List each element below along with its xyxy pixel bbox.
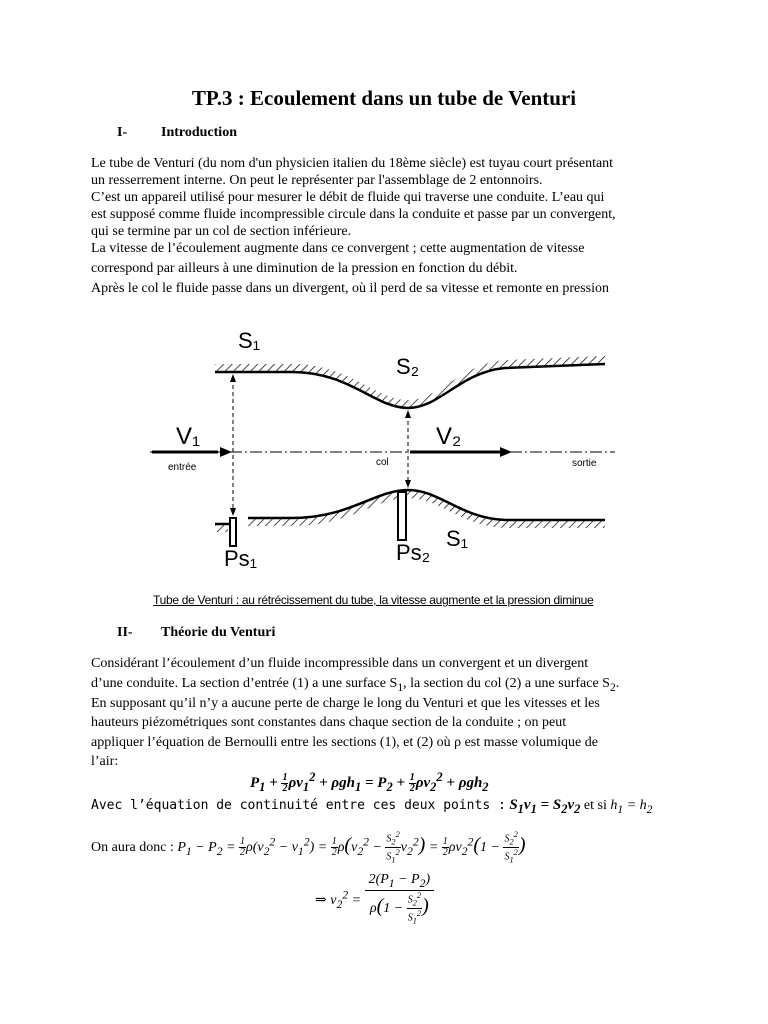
result-equation: $P_1 - P_2$ = $\frac{1}{2}$ $\rho(v_2^2 - v_1^2)$ = $\frac{1}{2}$ $\rho(v_2^2$ − $\frac{S_2^2}{S_1^2}$ $v_2^2$) = $\frac{1}{2}$ $\rho v_2^2(1$ − $\frac{S_2^2}{S_1^2}$ ) <box>177 830 526 865</box>
sortie-label: sortie <box>572 458 597 469</box>
s2-label: S₂ <box>396 354 420 379</box>
intro-line5: qui se termine par un col de section inférieure. <box>91 224 352 239</box>
page-title: TP.3 : Ecoulement dans un tube de Venturi <box>191 86 577 110</box>
section1-number: I- <box>117 125 128 140</box>
intro-line7: correspond par ailleurs à une diminution de la pression en fonction du débit. <box>91 261 518 276</box>
ps2-label: Ps₂ <box>396 540 431 565</box>
velocity-formula: ⇒ $v_2^2$ = $2(P_1 - P_2)$ ρ(1 − $\frac{S_2^2}{S_1^2}$ ) <box>315 872 434 926</box>
continuity-mid: et si <box>583 798 607 813</box>
bernoulli-equation: $P_1$ + $\frac{1}{2}$ $\rho v_1^2 + \rho gh_1 = P_2$ + $\frac{1}{2}$ $\rho v_2^2 + \rho gh_2$ <box>250 770 489 795</box>
result-prefix: On aura donc : <box>91 840 174 856</box>
intro-line2: un resserrement interne. On peut le représenter par l'assemblage de 2 entonnoirs. <box>91 173 543 188</box>
intro-line8: Après le col le fluide passe dans un divergent, où il perd de sa vitesse et remonte en pression <box>91 281 609 296</box>
venturi-diagram <box>140 320 620 580</box>
section2-number: II- <box>117 625 133 640</box>
section2-heading: Théorie du Venturi <box>161 625 276 640</box>
s1-bottom-label: S₁ <box>446 526 469 551</box>
ps1-label: Ps₁ <box>224 546 258 571</box>
intro-line3: C’est un appareil utilisé pour mesurer le débit de fluide qui traverse une conduite. L’eau qui <box>91 190 605 205</box>
caption-text: : au rétrécissement du tube, la vitesse augmente et la pression diminue <box>232 593 594 607</box>
theory-line1: Considérant l’écoulement d’un fluide incompressible dans un convergent et un divergent <box>91 656 589 671</box>
continuity-prefix: Avec l’équation de continuité entre ces deux points : <box>91 798 506 813</box>
continuity-line <box>91 797 652 818</box>
theory-line3: En supposant qu’il n’y a aucune perte de charge le long du Venturi et que les vitesses et les <box>91 696 600 711</box>
continuity-equation: $S_1v_1 = S_2v_2$ <box>509 797 581 816</box>
ps2-tap <box>398 492 406 540</box>
ps1-tap <box>230 518 236 546</box>
v2-arrowhead <box>500 447 512 457</box>
s1-top-label: S₁ <box>238 328 261 353</box>
height-equality: $h_1 = h_2$ <box>610 798 653 816</box>
theory-line2-b: , la section du col (2) a une surface S <box>403 676 610 691</box>
theory-line2: d’une conduite. La section d’entrée (1) a une surface $S_1$, la section du col (2) a une surface $S_2$. <box>91 676 620 694</box>
intro-line6: La vitesse de l’écoulement augmente dans ce convergent ; cette augmentation de vitesse <box>91 241 585 256</box>
theory-line6: l’air: <box>91 754 119 769</box>
entree-label: entrée <box>168 462 197 473</box>
result-line <box>91 830 526 866</box>
theory-line2-a: d’une conduite. La section d’entrée (1) a une surface S <box>91 676 398 691</box>
bottom-wall-hatch <box>248 490 605 528</box>
v1-label: V₁ <box>176 423 201 450</box>
v1-arrowhead <box>220 447 232 457</box>
section1-heading: Introduction <box>161 125 237 140</box>
intro-line1: Le tube de Venturi (du nom d'un physicien italien du 18ème siècle) est tuyau court présentant <box>91 156 614 171</box>
intro-line4: est supposé comme fluide incompressible circule dans la conduite et passe par un convergent, <box>91 207 616 222</box>
v2-label: V₂ <box>436 423 462 450</box>
caption-prefix: Tube de Venturi <box>153 593 233 607</box>
theory-line4: hauteurs piézométriques sont constantes dans chaque section de la conduite ; on peut <box>91 715 567 730</box>
col-label: col <box>376 457 389 468</box>
theory-line5: appliquer l’équation de Bernoulli entre les sections (1), et (2) où ρ est masse volumique de <box>91 735 598 750</box>
